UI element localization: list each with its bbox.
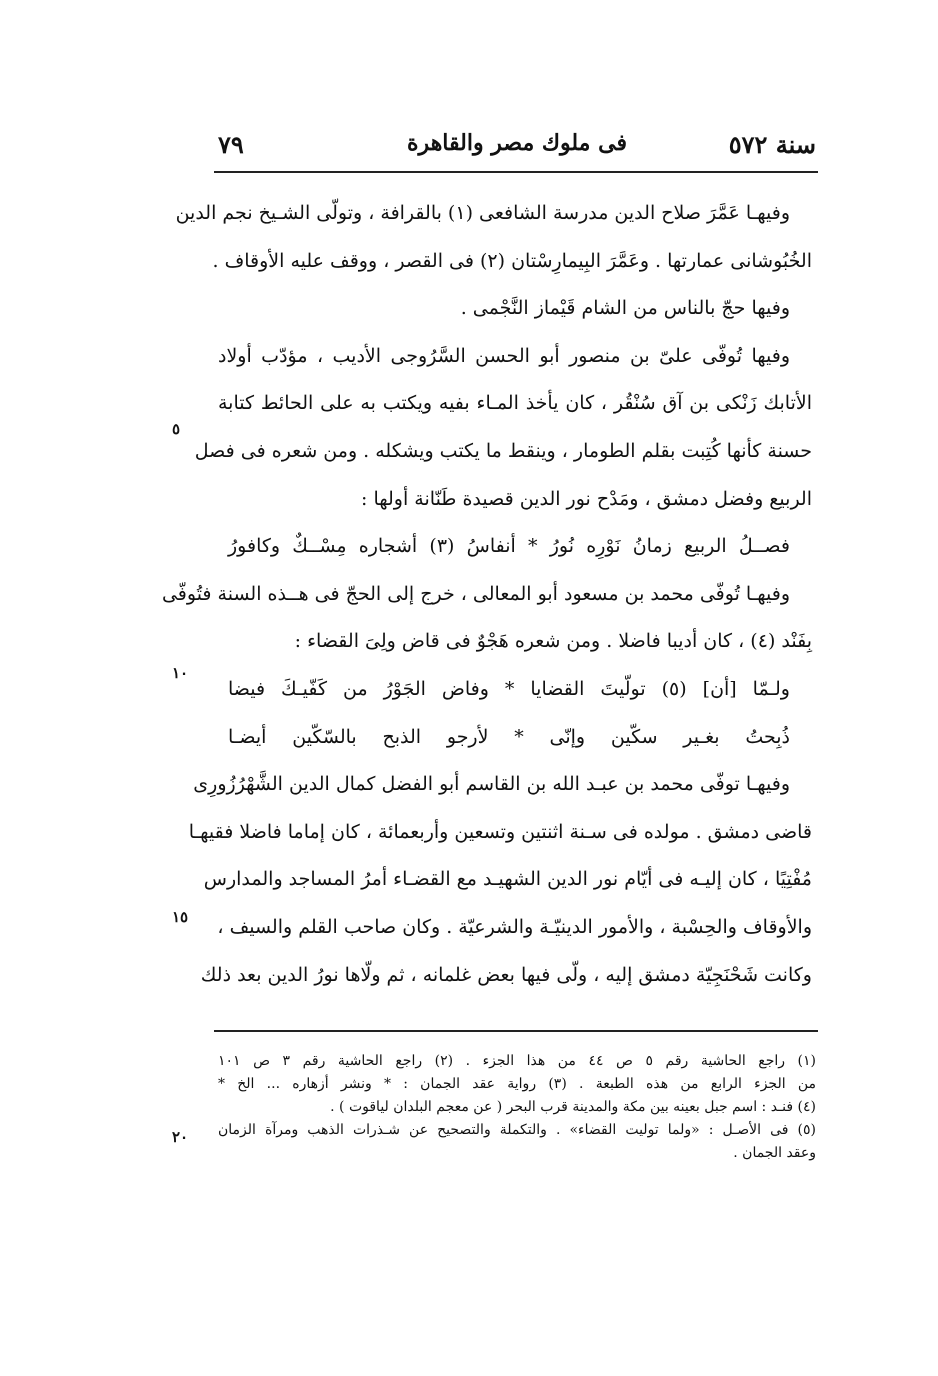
header-rule bbox=[214, 171, 818, 173]
text-line: حسنة كأنها كُتِبت بقلم الطومار ، وينقط ما يكتب ويشكله . ومن شعره فى فصل bbox=[194, 439, 812, 462]
footnote-line: (١) راجع الحاشية رقم ٥ ص ٤٤ من هذا الجزء . (٢) راجع الحاشية رقم ٣ ص ١٠١ bbox=[218, 1053, 817, 1069]
text-line: وفيهـا تُوفّى محمد بن مسعود أبو المعالى ، خرج إلى الحجّ فى هــذه السنة فتُوفّى bbox=[161, 582, 790, 605]
running-title: فى ملوك مصر والقاهرة bbox=[407, 130, 627, 156]
text-line: والأوقاف والحِسْبة ، والأمور الدينيّـة والشرعيّة . وكان صاحب القلم والسيف ، bbox=[217, 915, 812, 938]
text-line: الخُبُوشانى عمارتها . وعَمَّرَ البِيمارِسْتان (٢) فى القصر ، ووقف عليه الأوقاف . bbox=[212, 249, 812, 272]
line-number-10: ١٠ bbox=[172, 664, 189, 682]
text-line: قاضى دمشق . مولده فى سـنة اثنتين وتسعين وأربعمائة ، كان إماما فاضلا فقيهـا bbox=[188, 820, 812, 843]
text-line: فصــلُ الربيع زمانُ نَوْرِه نُورُ * أنفاسُ (٣) أشجاره مِسْــكٌ وكافورُ bbox=[228, 535, 790, 558]
footnote-line: (٤) فنـد : اسم جبل بعينه بين مكة والمدينة قرب البحر ( عن معجم البلدان لياقوت ) . bbox=[330, 1099, 816, 1115]
text-line: وفيها حجّ بالناس من الشام قَيْماز النَّجْمى . bbox=[460, 297, 790, 320]
line-number-5: ٥ bbox=[172, 420, 181, 438]
footnote-rule bbox=[214, 1030, 818, 1032]
text-line: ذُبِحتُ بغـير سكّين وإنّى * لأرجو الذبح بالسّكّين أيضـا bbox=[228, 725, 790, 748]
footnote-line: (٥) فى الأصـل : «ولما توليت القضاء» . والتكملة والتصحيح عن شـذرات الذهب ومرآة الزمان bbox=[218, 1122, 816, 1138]
running-header bbox=[218, 124, 816, 164]
text-line: وفيها تُوفّى علىّ بن منصور أبو الحسن السَّرُوجى الأديب ، مؤدّب أولاد bbox=[218, 344, 790, 367]
footnotes bbox=[218, 1050, 816, 1165]
footnote-line: وعقد الجمان . bbox=[733, 1145, 816, 1161]
text-line: بِفَنْد (٤) ، كان أديبا فاضلا . ومن شعره هَجْوٌ فى قاض ولِىَ القضاء : bbox=[294, 630, 812, 653]
year-heading: سنة ٥٧٢ bbox=[728, 130, 816, 159]
text-line: مُفْتِيًا ، كان إليـه فى أيّام نور الدين الشهيـد مع القضـاء أمرُ المساجد والمدارس bbox=[203, 868, 812, 891]
text-line: وفيهـا توفّى محمد بن عبـد الله بن القاسم أبو الفضل كمال الدين الشَّهْرُزُورِى bbox=[193, 773, 790, 796]
page-number: ٧٩ bbox=[218, 130, 244, 159]
text-line: وكانت شَحْنَجِيّة دمشق إليه ، ولّى فيها بعض غلمانه ، ثم ولّاها نورُ الدين بعد ذلك bbox=[200, 963, 812, 986]
text-line: ولـمّا [أن] (٥) تولّيتَ القضايا * وفاض الجَوْرُ من كَفّيـكَ فيضا bbox=[228, 677, 790, 700]
text-line: وفيهـا عَمَّرَ صلاح الدين مدرسة الشافعى (١) بالقرافة ، وتولّى الشـيخ نجم الدين bbox=[175, 202, 790, 224]
line-number-20: ٢٠ bbox=[172, 1128, 189, 1146]
text-line: الربيع وفضل دمشق ، ومَدْح نور الدين قصيدة طَنّانة أولها : bbox=[361, 487, 812, 510]
line-number-15: ١٥ bbox=[172, 908, 189, 926]
footnote-line: من الجزء الرابع من هذه الطبعة . (٣) رواية عقد الجمان : * ونشر أزهاره ... الخ * bbox=[218, 1076, 816, 1092]
text-line: الأتابك زَنْكى بن آق سُنْقُر ، كان يأخذ المـاء بفيه ويكتب به على الحائط كتابة bbox=[218, 392, 812, 415]
